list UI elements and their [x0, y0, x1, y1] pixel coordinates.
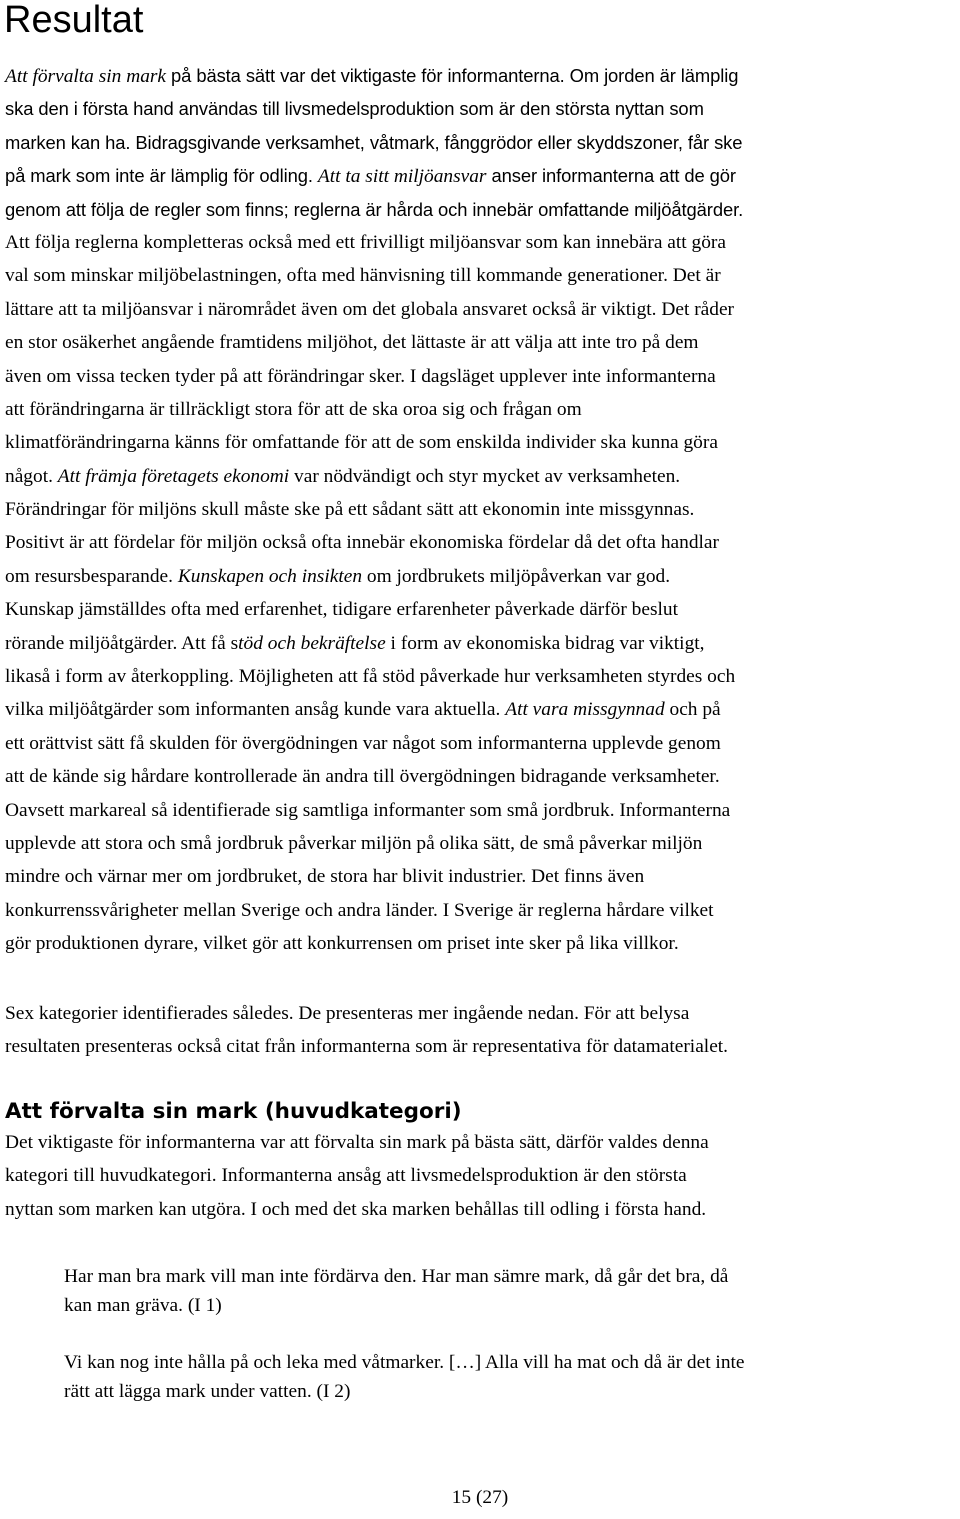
text-run: konkurrenssvårigheter mellan Sverige och andra länder. I Sverige är reglerna hårdare vilket — [5, 899, 714, 921]
text-run: Att följa reglerna kompletteras också med ett frivilligt miljöansvar som kan innebära att göra — [5, 231, 726, 253]
text-run: och på — [664, 699, 721, 721]
text-line — [5, 760, 957, 793]
emphasized-term: töd och bekräftelse — [238, 632, 386, 654]
text-line: kan man gräva. (I 1) — [64, 1295, 222, 1316]
text-run: om resursbesparande. — [5, 565, 178, 587]
text-line: Det viktigaste för informanterna var att förvalta sin mark på bästa sätt, därför valdes denna — [5, 1132, 709, 1153]
summary-paragraph — [5, 997, 957, 1064]
text-run: marken kan ha. Bidragsgivande verksamhet, våtmark, fånggrödor eller skyddszoner, får ske — [5, 131, 743, 153]
text-run: anser informanterna att de gör — [486, 165, 736, 187]
text-line: resultaten presenteras också citat från informanterna som är representativa för datamaterialet. — [5, 1036, 729, 1058]
text-run: att förändringarna är tillräckligt stora för att de ska oroa sig och frågan om — [5, 398, 582, 420]
text-run: ett orättvist sätt få skulden för övergödningen var något som informanterna upplevde genom — [5, 732, 721, 754]
text-run: likaså i form av återkoppling. Möjligheten att få stöd påverkade hur verksamheten styrdes och — [5, 666, 736, 688]
text-line: kategori till huvudkategori. Informanterna ansåg att livsmedelsproduktion är den största — [5, 1165, 687, 1187]
text-run: var nödvändigt och styr mycket av verksamheten. — [289, 465, 681, 487]
emphasized-term: Att vara missgynnad — [505, 699, 665, 721]
text-line: Har man bra mark vill man inte fördärva den. Har man sämre mark, då går det bra, då — [64, 1266, 729, 1287]
block-quote — [64, 1348, 957, 1406]
text-line — [5, 693, 957, 726]
text-run: genom att följa de regler som finns; reglerna är hårda och innebär omfattande miljöåtgärder. — [5, 198, 744, 220]
text-line — [5, 560, 957, 593]
text-line — [5, 727, 957, 760]
text-line: nyttan som marken kan utgöra. I och med det ska marken behållas till odling i första hand. — [5, 1198, 707, 1220]
text-run: Oavsett markareal så identifierade sig samtliga informanter som små jordbruk. Informanterna — [5, 799, 731, 821]
text-line: Vi kan nog inte hålla på och leka med våtmarker. […] Alla vill ha mat och då är det inte — [64, 1352, 745, 1373]
text-run: mindre och värnar mer om jordbruket, de stora har blivit industrier. Det finns även — [5, 866, 645, 888]
emphasized-term: Att ta sitt miljöansvar — [317, 166, 487, 188]
text-run: en stor osäkerhet angående framtidens miljöhot, det lättaste är att välja att inte tro på dem — [5, 332, 699, 354]
text-line — [5, 526, 957, 559]
text-run: upplevde att stora och små jordbruk påverkar miljön på olika sätt, de små påverkar miljön — [5, 832, 703, 854]
text-line — [5, 259, 957, 292]
text-line — [5, 159, 957, 192]
category-paragraph — [5, 1126, 957, 1226]
text-run: även om vissa tecken tyder på att förändringar sker. I dagsläget upplever inte informanterna — [5, 365, 716, 387]
text-line — [5, 660, 957, 693]
block-quote — [64, 1262, 957, 1320]
text-run: lättare att ta miljöansvar i närområdet även om det globala ansvaret också är viktigt. Det råder — [5, 298, 735, 320]
text-line — [5, 827, 957, 860]
text-run: något. — [5, 465, 58, 487]
text-line — [5, 326, 957, 359]
text-line — [5, 92, 957, 125]
text-run: i form av ekonomiska bidrag var viktigt, — [385, 632, 705, 654]
text-line — [5, 794, 957, 827]
text-line — [5, 927, 957, 960]
results-paragraph — [5, 59, 957, 961]
text-line — [5, 59, 957, 92]
text-line: rätt att lägga mark under vatten. (I 2) — [64, 1381, 351, 1402]
text-run: Positivt är att fördelar för miljön också ofta innebär ekonomiska fördelar då det ofta handlar — [5, 532, 719, 554]
text-line — [5, 593, 957, 626]
text-line: Sex kategorier identifierades således. De presenteras mer ingående nedan. För att belysa — [5, 1003, 690, 1024]
text-line — [5, 393, 957, 426]
text-line — [5, 860, 957, 893]
text-run: Förändringar för miljöns skull måste ske på ett sådant sätt att ekonomin inte missgynnas. — [5, 499, 695, 521]
text-line — [5, 226, 957, 259]
text-run: på bästa sätt var det viktigaste för informanterna. Om jorden är lämplig — [166, 65, 739, 86]
text-line — [5, 894, 957, 927]
text-run: vilka miljöåtgärder som informanten ansåg kunde vara aktuella. — [5, 699, 506, 721]
text-run: att de kände sig hårdare kontrollerade än andra till övergödningen bidragande verksamheter. — [5, 766, 720, 788]
text-run: om jordbrukets miljöpåverkan var god. — [362, 565, 671, 587]
text-line — [5, 193, 957, 226]
emphasized-term: Att förvalta sin mark — [5, 66, 167, 87]
text-run: val som minskar miljöbelastningen, ofta med hänvisning till kommande generationer. Det är — [5, 265, 721, 287]
emphasized-term: Kunskapen och insikten — [177, 565, 363, 587]
section-heading: Att förvalta sin mark (huvudkategori) — [5, 1099, 462, 1124]
text-line — [5, 360, 957, 393]
text-line — [5, 293, 957, 326]
text-run: gör produktionen dyrare, vilket gör att konkurrensen om priset inte sker på lika villkor. — [5, 933, 679, 955]
text-line — [5, 126, 957, 159]
text-line — [5, 426, 957, 459]
text-line — [5, 460, 957, 493]
text-run: ska den i första hand användas till livsmedelsproduktion som är den största nyttan som — [5, 98, 704, 120]
page-title: Resultat — [4, 0, 144, 41]
text-line — [5, 627, 957, 660]
emphasized-term: Att främja företagets ekonomi — [57, 465, 290, 487]
text-run: på mark som inte är lämplig för odling. — [5, 165, 318, 187]
page-number: 15 (27) — [451, 1487, 509, 1508]
text-run: klimatförändringarna känns för omfattande för att de som enskilda individer ska kunna göra — [5, 432, 718, 454]
text-run: Kunskap jämställdes ofta med erfarenhet, tidigare erfarenheter påverkade därför beslut — [5, 599, 678, 621]
text-line — [5, 493, 957, 526]
text-run: rörande miljöåtgärder. Att få s — [5, 632, 239, 654]
